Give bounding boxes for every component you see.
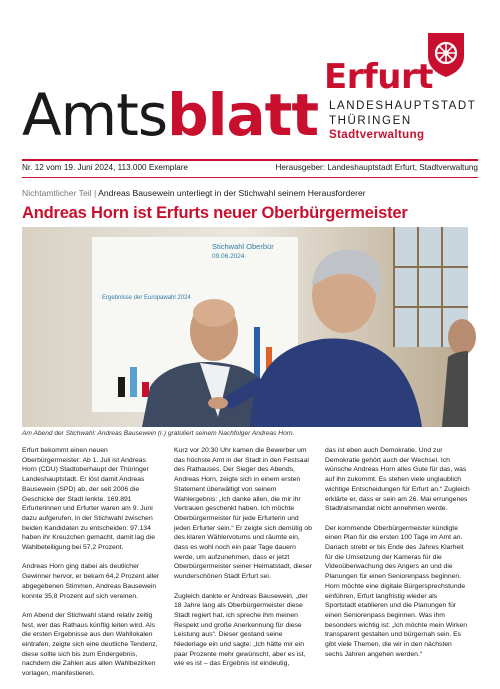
- masthead-part-a: Amts: [22, 81, 168, 149]
- article-column-3: [325, 446, 470, 669]
- article-headline: Andreas Horn ist Erfurts neuer Oberbürgermeister: [22, 204, 408, 222]
- paragraph: Kurz vor 20:30 Uhr kamen die Bewerber um das höchste Amt in der Stadt in den Festsaal des Rathauses. Der Sieger des Abends, Andreas Horn, zeigte sich in einem ersten Statement überwältigt von seinem Wahlergebnis: „Ich danke allen, die mir ihr Vertrauen geschenkt haben. Ich möchte Oberbürgermeister für jede Erfurterin und jeden Erfurter sein.“ Er zeigte sich demütig ob des klaren Wählervotums und räumte ein, dass es wohl noch ein paar Tage dauern werde, um aufzunehmen, dass er jetzt Oberbürgermeister seiner Heimatstadt, dieser wunderschönen Stadt Erfurt sei.: [174, 447, 312, 581]
- board-subtitle: Ergebnisse der Europawahl 2024: [102, 295, 191, 301]
- paragraph: Erfurt bekommt einen neuen Oberbürgermeister: Ab 1. Juli ist Andreas Horn (CDU) Stadtoberhaupt der Thüringer Landeshauptstadt. Er löst damit Andreas Bausewein (SPD) ab, der seit 2006 die Geschicke der Stadt lenkte. 169.891 Erfurterinnen und Erfurter waren am 9. Juni dazu aufgerufen, in der Stichwahl zwischen beiden Kandidaten zu entscheiden: 97.134 haben ihr Kreuzchen gemacht, damit lag die Wahlbeteiligung bei 57,2 Prozent.: [22, 447, 155, 552]
- board-date: 09.06.2024: [212, 253, 245, 260]
- masthead-title: [22, 81, 319, 149]
- paragraph: Zugleich dankte er Andreas Bausewein, „der 18 Jahre lang als Oberbürgermeister diese Stadt regiert hat, ich spreche ihm meinen Respekt und große Anerkennung für diese Leistung aus“. Dieser gestand seine Niederlage ein und sagte: „Ich hätte mir ein paar Prozente mehr gewünscht, aber es ist, wie es ist – das Ergebnis ist eindeutig,: [174, 592, 308, 668]
- issue-info: Nr. 12 vom 19. Juni 2024, 113.000 Exemplare: [22, 163, 188, 172]
- board-title: Stichwahl Oberbür: [212, 242, 274, 251]
- article-column-2: [174, 446, 314, 679]
- photo-caption: Am Abend der Stichwahl: Andreas Bausewein (r.) gratuliert seinem Nachfolger Andreas Horn.: [22, 430, 295, 437]
- top-rule: [22, 159, 478, 161]
- paragraph: Der kommende Oberbürgermeister kündigte einen Plan für die ersten 100 Tage im Amt an. Danach strebt er bis Ende des Jahres Klarheit für die Umsetzung der Kameras für die Videoüberwachung des Angers an und die Planungen für einen Seniorenpass beginnen. Horn möchte eine digitale Bürgersprechstunde einführen, Erfurt langfristig wieder als Sportstadt etablieren und die Planungen für einen Seniorenpass beginnen. Was ihm besonders wichtig ist: „Ich möchte mein Wirken transparent gestalten und bürgernah sein. Es gibt viele Themen, die wir in den nächsten sechs Jahren angehen werden.“: [325, 524, 468, 658]
- logo-line-1: LANDESHAUPTSTADT: [329, 100, 477, 112]
- article-column-1: [22, 446, 162, 689]
- header-rule: [22, 177, 478, 178]
- paragraph: das ist eben auch Demokratie. Und zur Demokratie gehört auch der Wechsel. Ich wünsche Andreas Horn alles Gute für das, was auf ihn zukommt. Es stehen viele unglaublich wichtige Entscheidungen für Erfurt an.“ Zugleich erklärte er, dass er sein am 26. Mai errungenes Stadtratsmandat nicht annehmen werde.: [325, 447, 470, 513]
- article-photo: [22, 227, 468, 427]
- logo-line-2: THÜRINGEN: [329, 115, 412, 127]
- logo-line-3: Stadtverwaltung: [329, 129, 425, 141]
- kicker-section: Nichtamtlicher Teil |: [22, 188, 97, 198]
- masthead-part-b: blatt: [167, 81, 319, 149]
- logo-wordmark: Erfurt: [324, 57, 434, 97]
- photo-illustration: [22, 227, 468, 427]
- paragraph: Am Abend der Stichwahl stand relativ zeitig fest, wer das Rathaus künftig leiten wird. Als die ersten Ergebnisse aus den Wahllokalen eintrafen, zeigte sich eine deutliche Tendenz, diese sollte sich bis zum Endergebnis, nachdem die Zahlen aus allen Wahlbezirken vorlagen, manifestieren.: [22, 611, 158, 678]
- paragraph: Andreas Horn ging dabei als deutlicher Gewinner hervor, er bekam 64,2 Prozent aller abgegebenen Stimmen, Andreas Bausewein konnte 35,8 Prozent auf sich vereinen.: [22, 563, 160, 600]
- publisher-info: Herausgeber: Landeshauptstadt Erfurt, Stadtverwaltung: [275, 163, 478, 172]
- kicker-text: Andreas Bausewein unterliegt in der Stichwahl seinem Herausforderer: [96, 188, 366, 198]
- article-kicker: [22, 188, 366, 198]
